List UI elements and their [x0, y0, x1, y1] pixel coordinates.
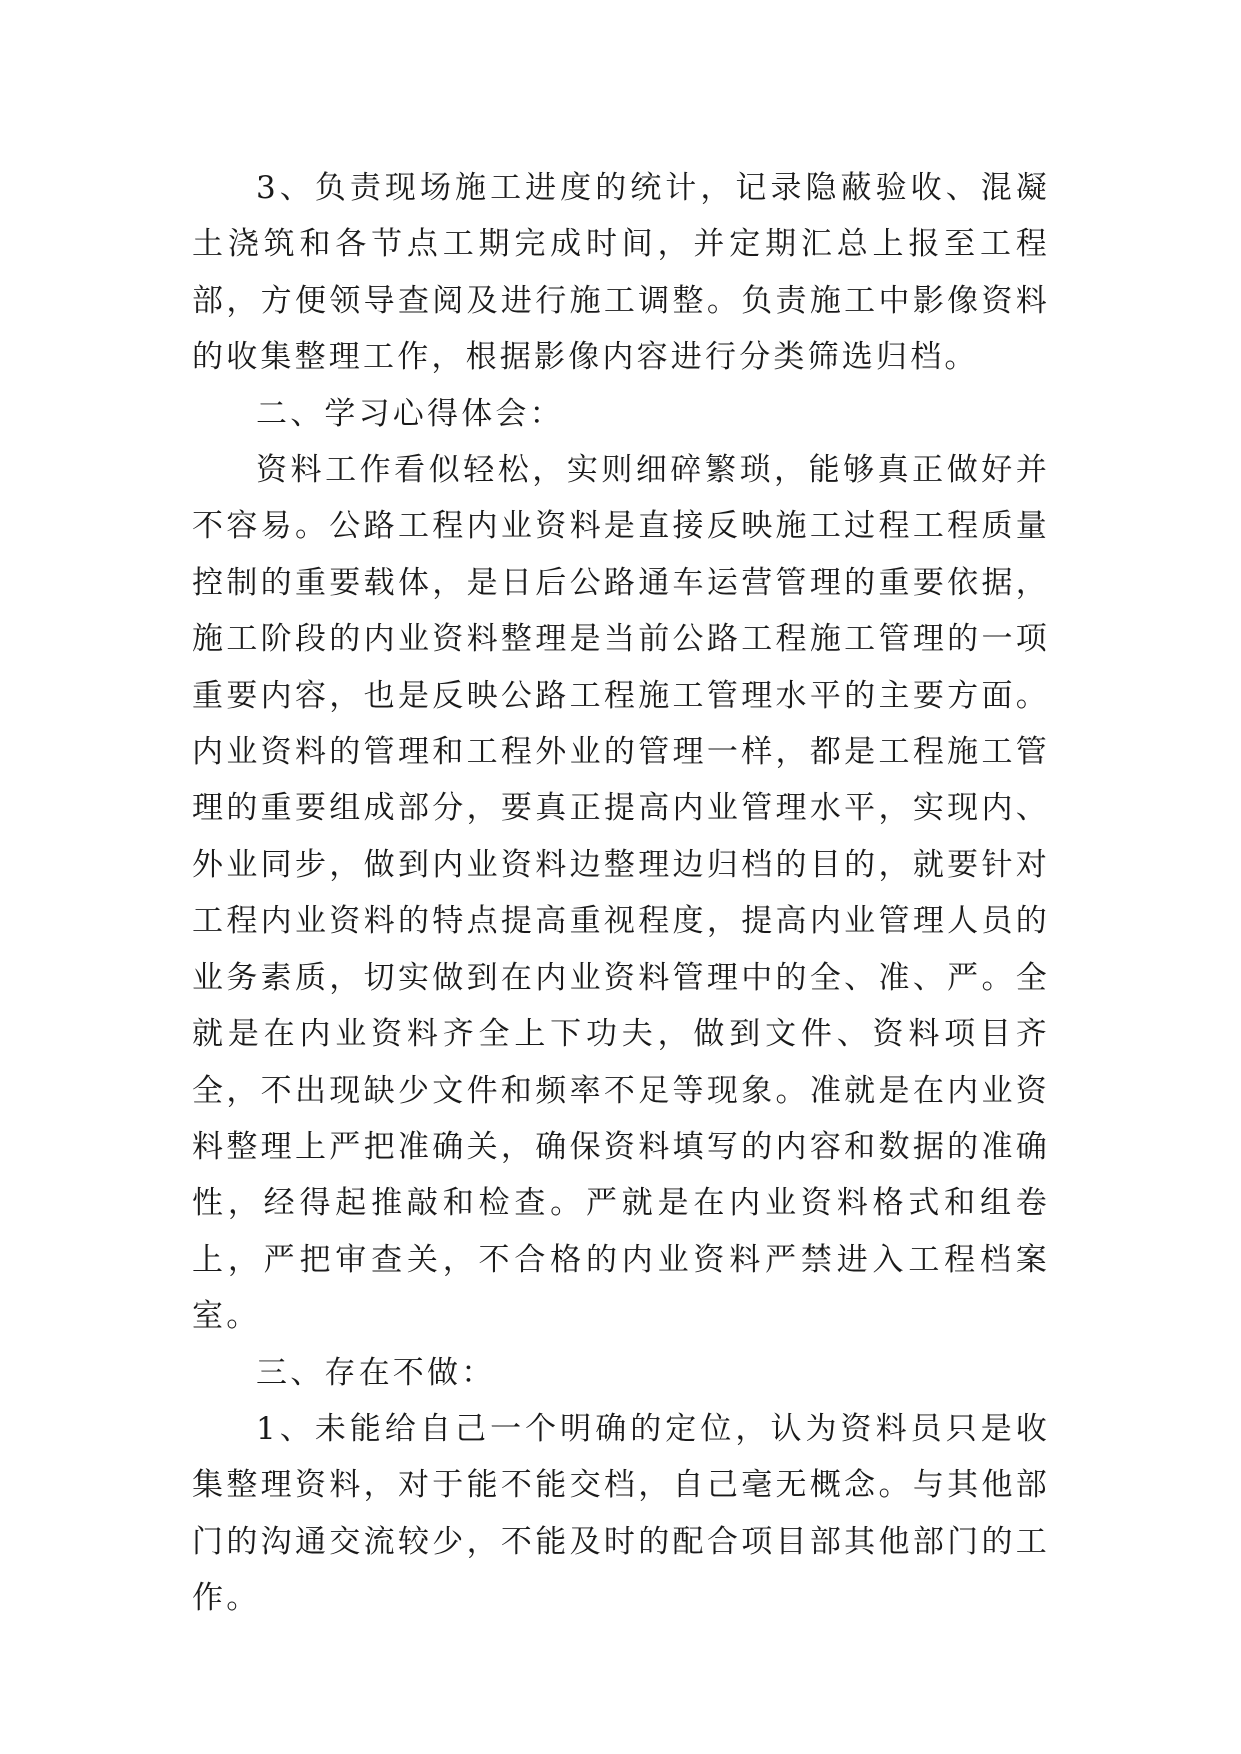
paragraph-learning-experience: 资料工作看似轻松，实则细碎繁琐，能够真正做好并不容易。公路工程内业资料是直接反映施工过程工程质量控制的重要载体，是日后公路通车运营管理的重要依据，施工阶段的内业资料整理是当前公路工程施工管理的一项重要内容，也是反映公路工程施工管理水平的主要方面。内业资料的管理和工程外业的管理一样，都是工程施工管理的重要组成部分，要真正提高内业管理水平，实现内、外业同步，做到内业资料边整理边归档的目的，就要针对工程内业资料的特点提高重视程度，提高内业管理人员的业务素质，切实做到在内业资料管理中的全、准、严。全就是在内业资料齐全上下功夫，做到文件、资料项目齐全，不出现缺少文件和频率不足等现象。准就是在内业资料整理上严把准确关，确保资料填写的内容和数据的准确性，经得起推敲和检查。严就是在内业资料格式和组卷上，严把审查关，不合格的内业资料严禁进入工程档案室。 [192, 452, 1050, 1335]
paragraph-shortcoming-1: 1、未能给自己一个明确的定位，认为资料员只是收集整理资料，对于能不能交档，自己毫无概念。与其他部门的沟通交流较少，不能及时的配合项目部其他部门的工作。 [192, 1410, 1050, 1617]
paragraph-schedule-duty: 3、负责现场施工进度的统计，记录隐蔽验收、混凝土浇筑和各节点工期完成时间，并定期汇总上报至工程部，方便领导查阅及进行施工调整。负责施工中影像资料的收集整理工作，根据影像内容进行分类筛选归档。 [192, 170, 1050, 376]
heading-learning-experience: 二、学习心得体会： [256, 395, 564, 432]
heading-shortcomings: 三、存在不做： [256, 1354, 496, 1391]
document-body [192, 160, 1050, 1627]
